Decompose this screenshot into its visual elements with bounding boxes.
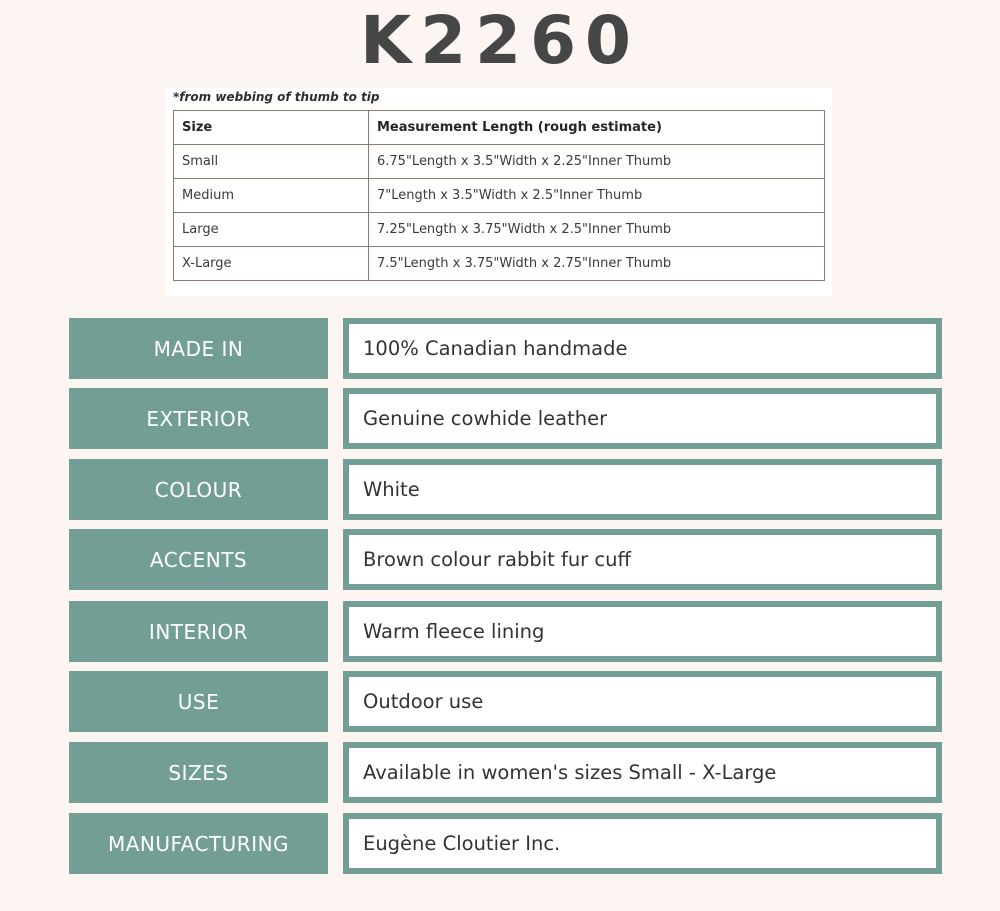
size-cell: Medium [174,179,369,213]
spec-label-accents: ACCENTS [69,529,328,590]
table-row [174,179,825,213]
spec-value-exterior [343,388,942,449]
spec-value-text: Genuine cowhide leather [363,407,608,430]
spec-value-sizes [343,742,942,803]
spec-label-manufacturing: MANUFACTURING [69,813,328,874]
spec-label-interior: INTERIOR [69,601,328,662]
spec-value-interior [343,601,942,662]
size-chart-note: *from webbing of thumb to tip [173,90,380,104]
product-code-title: K2260 [360,2,640,79]
spec-label-use: USE [69,671,328,732]
measurement-column-header: Measurement Length (rough estimate) [369,111,825,145]
spec-value-text: White [363,478,420,501]
size-chart-header-row [174,111,825,145]
spec-value-text: Eugène Cloutier Inc. [363,832,561,855]
table-row [174,247,825,281]
size-chart-panel [166,88,832,296]
measurement-cell: 6.75"Length x 3.5"Width x 2.25"Inner Thumb [369,145,825,179]
table-row [174,145,825,179]
spec-value-accents [343,529,942,590]
spec-value-colour [343,459,942,520]
spec-value-made-in [343,318,942,379]
spec-label-made-in: MADE IN [69,318,328,379]
table-row [174,213,825,247]
size-cell: Small [174,145,369,179]
size-cell: Large [174,213,369,247]
size-cell: X-Large [174,247,369,281]
spec-value-use [343,671,942,732]
size-chart-table [173,110,825,281]
spec-value-text: Available in women's sizes Small - X-Large [363,761,777,784]
spec-label-sizes: SIZES [69,742,328,803]
spec-value-text: Outdoor use [363,690,484,713]
measurement-cell: 7"Length x 3.5"Width x 2.5"Inner Thumb [369,179,825,213]
spec-value-text: Brown colour rabbit fur cuff [363,548,631,571]
spec-value-manufacturing [343,813,942,874]
spec-value-text: Warm fleece lining [363,620,545,643]
measurement-cell: 7.25"Length x 3.75"Width x 2.5"Inner Thumb [369,213,825,247]
size-column-header: Size [174,111,369,145]
spec-label-exterior: EXTERIOR [69,388,328,449]
measurement-cell: 7.5"Length x 3.75"Width x 2.75"Inner Thumb [369,247,825,281]
spec-value-text: 100% Canadian handmade [363,337,628,360]
spec-label-colour: COLOUR [69,459,328,520]
